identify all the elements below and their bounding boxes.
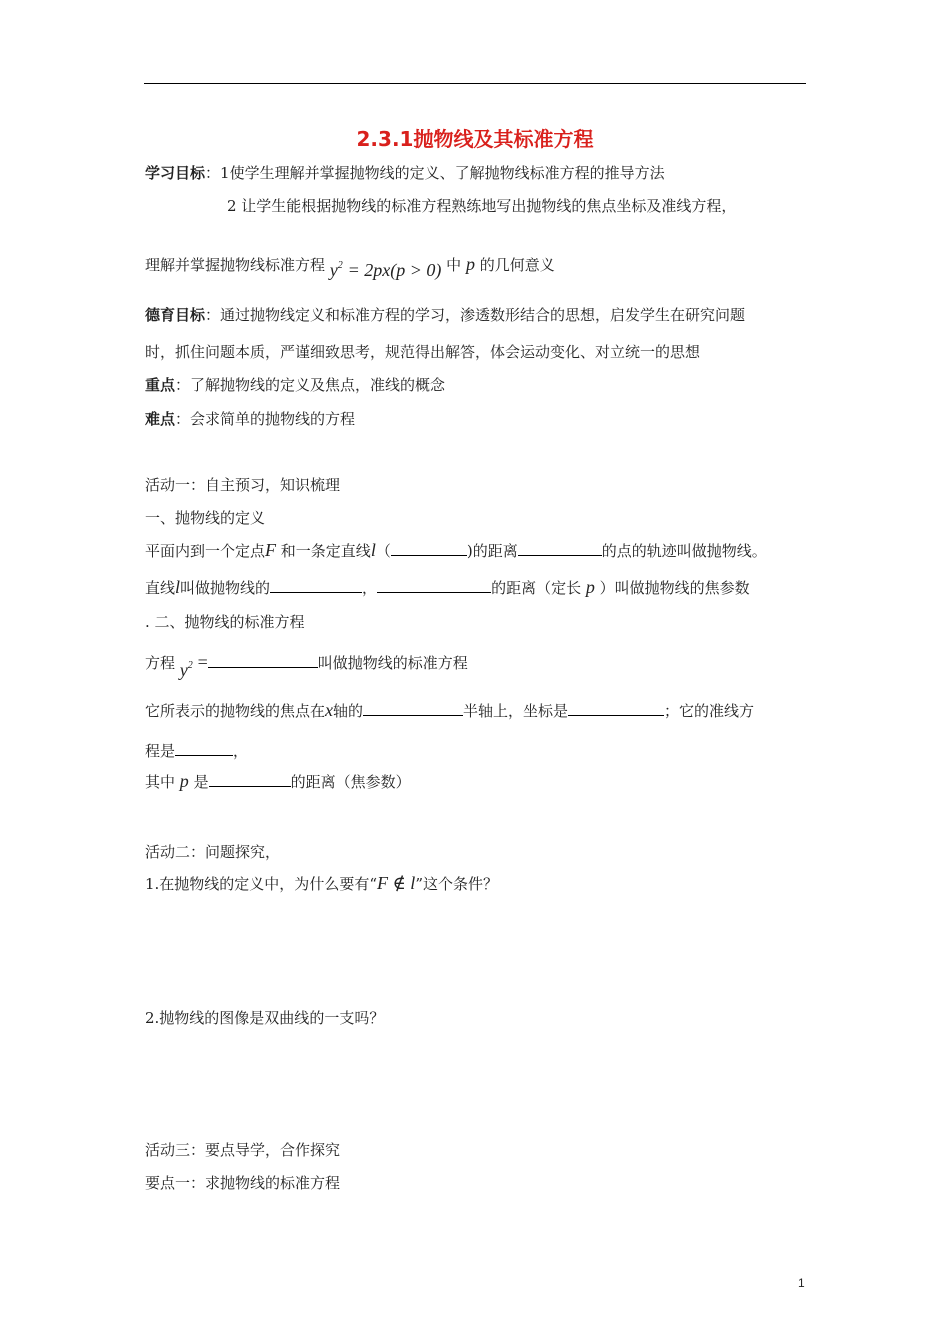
def-text-e: 的点的轨迹叫做抛物线。: [601, 542, 767, 560]
activity3-heading: 活动三：要点导学，合作探究: [145, 1141, 341, 1159]
line2-p: p: [585, 577, 595, 597]
difficulty-label: 难点: [145, 410, 176, 428]
blank-field[interactable]: [363, 701, 463, 716]
focus-text-b: 轴的: [333, 702, 364, 720]
focus-line: [145, 700, 754, 721]
line2-text-c: ，: [362, 579, 378, 597]
difficulty-line: [145, 409, 355, 429]
p-text-c: 的距离（焦参数）: [290, 773, 411, 791]
def-line-l: l: [370, 540, 376, 560]
standard-equation-formula: = 2px(p > 0): [347, 260, 442, 280]
line2-text-b: 叫做抛物线的: [180, 579, 271, 597]
definition-line: [145, 540, 767, 561]
def-text-d: )的距离: [466, 542, 518, 560]
var-p: p: [465, 254, 475, 274]
q1-expression: F ∉ l: [376, 873, 416, 893]
key-text: 了解抛物线的定义及焦点，准线的概念: [190, 376, 446, 394]
blank-field[interactable]: [377, 578, 491, 593]
blank-field[interactable]: [270, 578, 362, 593]
learning-goals-line1: [145, 163, 665, 183]
moral-sep: ：: [205, 306, 221, 324]
page-number: 1: [798, 1276, 805, 1290]
line2-l: l: [175, 577, 181, 597]
eq-text-a: 方程: [145, 654, 176, 672]
formula-y-squared: $y^2$: [329, 260, 343, 280]
eq-text-b: 叫做抛物线的标准方程: [317, 654, 468, 672]
blank-field[interactable]: [175, 741, 233, 756]
header-rule: [144, 83, 806, 84]
focal-parameter-line: [145, 771, 411, 792]
moral-text1: 通过抛物线定义和标准方程的学习，渗透数形结合的思想，启发学生在研究问题: [220, 306, 746, 324]
p-text-a: 其中: [145, 773, 176, 791]
difficulty-text: 会求简单的抛物线的方程: [190, 410, 356, 428]
moral-goals-line1: [145, 305, 745, 325]
moral-text2: 时，抓住问题本质，严谨细致思考，规范得出解答，体会运动变化、对立统一的思想: [145, 343, 701, 361]
p-text-b: 是: [193, 773, 209, 791]
def-point-F: F: [265, 540, 277, 560]
difficulty-sep: ：: [175, 410, 191, 428]
eq-equals: =: [197, 652, 208, 672]
goals-item2-cont-a: 理解并掌握抛物线标准方程: [145, 256, 326, 274]
line2-text-a: 直线: [145, 579, 176, 597]
q1-text-b: ”这个条件？: [415, 875, 498, 893]
page-title: 2.3.1抛物线及其标准方程: [356, 127, 594, 151]
line2-text-d: 的距离（定长: [491, 579, 582, 597]
blank-field[interactable]: [568, 701, 664, 716]
section1-heading: 一、抛物线的定义: [145, 509, 266, 527]
focus-text-e: 程是: [145, 742, 176, 760]
moral-goals-line2: [145, 342, 700, 362]
goals-sep: ：: [205, 164, 221, 182]
key-point-1: 要点一：求抛物线的标准方程: [145, 1174, 341, 1192]
goals-item2: 2 让学生能根据抛物线的标准方程熟练地写出抛物线的焦点坐标及准线方程，: [227, 197, 737, 215]
learning-goals-line2: [227, 196, 736, 216]
p-var: p: [179, 771, 189, 791]
question-1: [145, 873, 498, 894]
question-2: 2.抛物线的图像是双曲线的一支吗？: [145, 1009, 385, 1027]
q1-text-a: 1.在抛物线的定义中，为什么要有“: [145, 875, 377, 893]
key-sep: ：: [175, 376, 191, 394]
learning-goals-line3: [145, 250, 555, 280]
activity2-heading: 活动二：问题探究，: [145, 843, 281, 861]
focus-text-f: ，: [233, 742, 249, 760]
focus-text-d: ；它的准线方: [664, 702, 755, 720]
goals-item2-cont-b: 中: [446, 256, 462, 274]
blank-field[interactable]: [209, 772, 291, 787]
activity1-heading: 活动一：自主预习，知识梳理: [145, 476, 341, 494]
line2-text-e: ）叫做抛物线的焦参数: [599, 579, 750, 597]
focus-text-c: 半轴上，坐标是: [463, 702, 569, 720]
directrix-eq-line: [145, 741, 248, 761]
blank-field[interactable]: [391, 541, 467, 556]
key-point-line: [145, 375, 445, 395]
def-text-b: 和一条定直线: [280, 542, 371, 560]
moral-label: 德育目标: [145, 306, 206, 324]
focus-text-a: 它所表示的抛物线的焦点在: [145, 702, 326, 720]
goals-item1: 1使学生理解并掌握抛物线的定义、了解抛物线标准方程的推导方法: [220, 164, 665, 182]
section2-heading: . 二、抛物线的标准方程: [145, 613, 305, 631]
blank-field[interactable]: [518, 541, 602, 556]
eq-y-squared: $y^2$: [179, 660, 193, 680]
blank-field[interactable]: [208, 653, 318, 668]
focus-x: x: [325, 700, 334, 720]
goals-label: 学习目标: [145, 164, 206, 182]
goals-item2-cont-c: 的几何意义: [479, 256, 555, 274]
def-text-c: （: [375, 542, 391, 560]
directrix-line: [145, 577, 750, 598]
equation-line: [145, 648, 468, 680]
def-text-a: 平面内到一个定点: [145, 542, 266, 560]
key-label: 重点: [145, 376, 176, 394]
